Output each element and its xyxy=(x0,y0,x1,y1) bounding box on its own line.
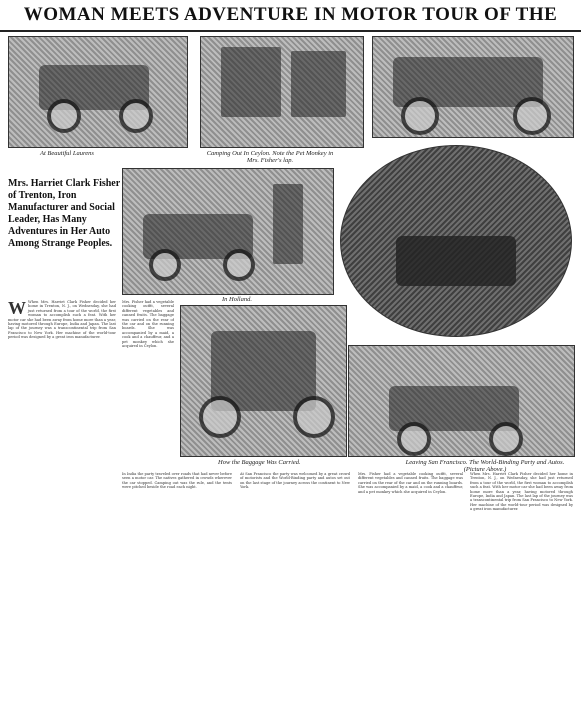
tent-shape xyxy=(221,47,281,117)
article-deck: Mrs. Harriet Clark Fisher of Trenton, Iron Manufacturer and Social Leader, Has Many Adventures in Her Auto Among Strange Peoples. xyxy=(8,178,121,249)
column-6-text: When Mrs. Harriet Clark Fisher decided her home in Trenton, N. J., on Wednesday, she had just returned from a tour of the world, the first woman to accomplish such a feat. With her motor car she had been away from home more than a year, having motored through Europe, India and Japan. The last lap of the journey was a transcontinental trip from San Francisco to New York. Her machine of the world-tour period was designed by a great iron manufacturer. xyxy=(470,472,573,512)
windmill-shape xyxy=(273,184,303,264)
article-column-2 xyxy=(122,300,174,470)
article-column-1 xyxy=(8,300,116,705)
wheel-icon xyxy=(513,97,551,135)
drop-cap: W xyxy=(8,300,26,318)
column-3-text: In India the party traveled over roads that had never before seen a motor car. The natives gathered in crowds wherever the car stopped. Camping out was the rule, and the tents were pitched beside the road each night. xyxy=(122,472,232,490)
wheel-icon xyxy=(119,99,153,133)
article-column-4 xyxy=(240,472,350,705)
page-headline: WOMAN MEETS ADVENTURE IN MOTOR TOUR OF THE xyxy=(0,0,581,32)
wheel-icon xyxy=(199,396,241,438)
caption-baggage: How the Baggage Was Carried. xyxy=(218,459,301,466)
column-5-text: Mrs. Fisher had a vegetable cooking outfit, several different vegetables and canned fruits. The baggage was carried on the rear of the car and on the running boards. She was accompanied by a maid, a cook and a chauffeur, and a pet monkey which she acquired in Ceylon. xyxy=(358,472,463,494)
article-column-5 xyxy=(358,472,463,705)
photo-car-laurens xyxy=(8,36,188,148)
photo-oval-forest xyxy=(340,145,572,337)
photo-baggage xyxy=(180,305,347,457)
caption-holland: In Holland. xyxy=(222,296,252,303)
column-2-text: Mrs. Fisher had a vegetable cooking outfit, several different vegetables and canned fruits. The baggage was carried on the rear of the car and on the running boards. She was accompanied by a maid, a cook and a chauffeur, and a pet monkey which she acquired in Ceylon. xyxy=(122,300,174,349)
wheel-icon xyxy=(397,422,431,456)
caption-laurens: At Beautiful Laurens xyxy=(40,150,94,157)
wheel-icon xyxy=(47,99,81,133)
wheel-icon xyxy=(401,97,439,135)
article-column-3 xyxy=(122,472,232,705)
wheel-icon xyxy=(223,249,255,281)
tent-shape xyxy=(291,51,346,117)
photo-holland xyxy=(122,168,334,295)
car-shape xyxy=(396,236,516,286)
wheel-icon xyxy=(149,249,181,281)
photo-sanfrancisco xyxy=(348,345,575,457)
caption-sanfrancisco: Leaving San Francisco. The World-Binding Party and Autos. (Picture Above.) xyxy=(405,459,565,473)
column-1-text: When Mrs. Harriet Clark Fisher decided her home in Trenton, N. J., on Wednesday, she had just returned from a tour of the world, the first woman to accomplish such a feat. With her motor car she had been away from home more than a year, having motored through Europe, India and Japan. The last lap of the journey was a transcontinental trip from San Francisco to New York. Her machine of the world-tour period was designed by a great iron manufacturer. xyxy=(8,300,116,340)
caption-camping: Camping Out In Ceylon. Note the Pet Monkey in Mrs. Fisher's lap. xyxy=(206,150,334,164)
wheel-icon xyxy=(293,396,335,438)
column-4-text: At San Francisco the party was welcomed by a great crowd of motorists and the World-Binding party and autos set out on the last stage of the journey across the continent to New York. xyxy=(240,472,350,490)
photo-camping-ceylon xyxy=(200,36,364,148)
wheel-icon xyxy=(489,422,523,456)
article-column-6 xyxy=(470,472,573,705)
photo-car-topright xyxy=(372,36,574,138)
